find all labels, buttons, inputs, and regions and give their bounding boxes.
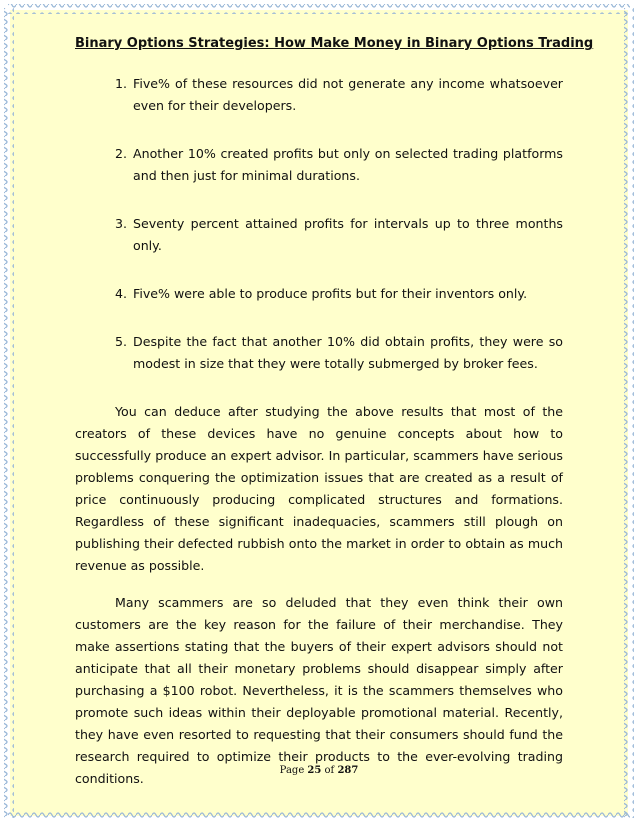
body-paragraph: Many scammers are so deluded that they even think their own customers are the key reason for the failure of their merchandise. They make assertions stating that the buyers of their expert advisors should not anticipate that all their monetary problems should disappear simply after purchasing a $100 robot. Nevertheless, it is the scammers themselves who promote such ideas within their deployable promotional material. Recently, they have even resorted to requesting that their consumers should fund the research required to optimize their products to the ever-evolving trading conditions. [75,595,563,786]
numbered-list [75,73,563,375]
list-item [75,331,563,375]
list-item-number: 1. [115,76,128,91]
list-item [75,213,563,257]
list-item-number: 3. [115,216,128,231]
footer-of: of [324,765,335,776]
document-title: Binary Options Strategies: How Make Money in Binary Options Trading [75,36,594,51]
list-item [75,73,563,117]
list-item [75,283,563,305]
list-item-text: Seventy percent attained profits for intervals up to three months only. [133,216,563,253]
list-item-number: 2. [115,146,128,161]
page-content [75,36,594,805]
list-item-number: 5. [115,334,128,349]
body-paragraph: You can deduce after studying the above results that most of the creators of these devices have no genuine concepts about how to successfully produce an expert advisor. In particular, scammers have serious problems conquering the optimization issues that are created as a result of price continuously producing complicated structures and formations. Regardless of these significant inadequacies, scammers still plough on publishing their defected rubbish onto the market in order to obtain as much revenue as possible. [75,404,563,573]
list-item-number: 4. [115,286,128,301]
body-paragraphs [75,401,563,790]
page-footer [0,765,638,776]
list-item-text: Another 10% created profits but only on selected trading platforms and then just for minimal durations. [133,146,563,183]
list-item-text: Five% of these resources did not generate any income whatsoever even for their developers. [133,76,563,113]
list-item-text: Despite the fact that another 10% did obtain profits, they were so modest in size that they were totally submerged by broker fees. [133,334,563,371]
footer-prefix: Page [279,765,305,776]
footer-page-number: 25 [307,765,322,776]
footer-total-pages: 287 [337,765,359,776]
list-item-text: Five% were able to produce profits but for their inventors only. [133,286,528,301]
list-item [75,143,563,187]
